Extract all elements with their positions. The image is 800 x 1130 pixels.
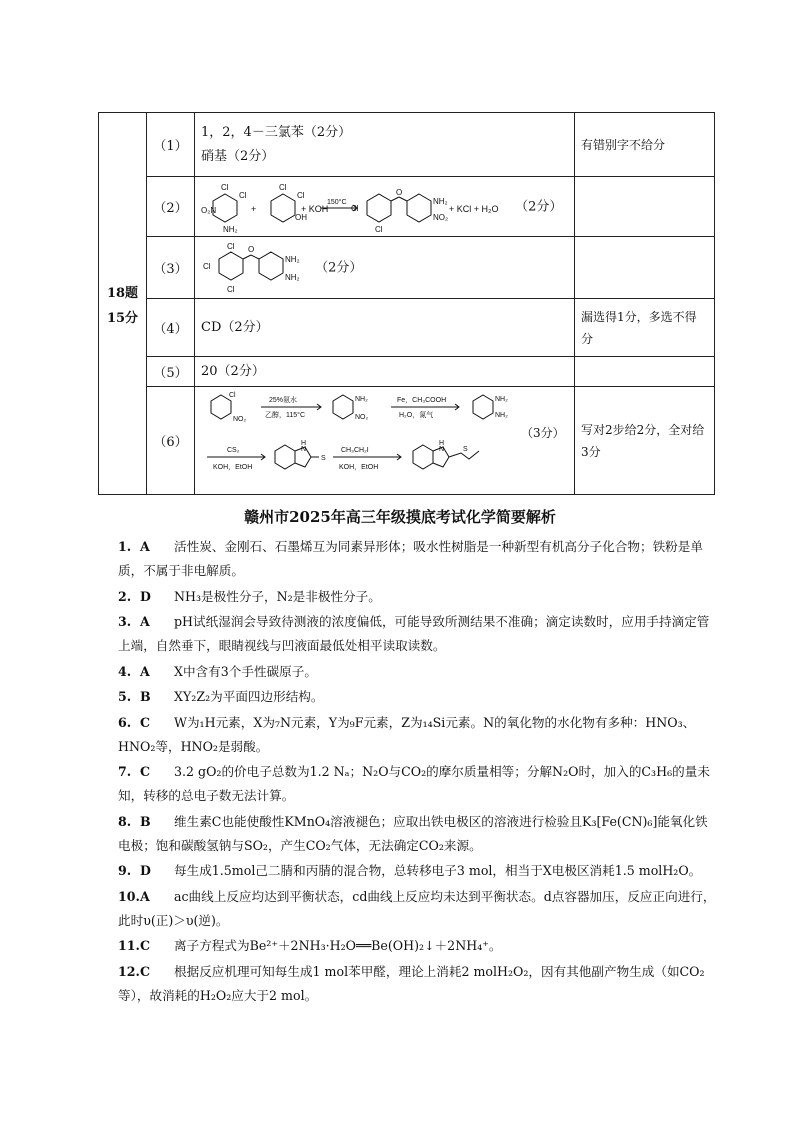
sub-label: （6）: [147, 387, 195, 495]
svg-text:N: N: [301, 445, 307, 453]
answer-line: 20（2分）: [201, 363, 265, 379]
svg-text:Cl: Cl: [239, 190, 247, 200]
note-cell: 漏选得1分，多选不得分: [575, 299, 715, 357]
benzene-ring: [473, 395, 493, 419]
sub-label: （2）: [147, 177, 195, 237]
item-text: 3.2 gO₂的价电子总数为1.2 Nₐ；N₂O与CO₂的摩尔质量相等；分解N₂O时，加入的C₃H₆的量未知，转移的总电子数无法计算。: [118, 764, 710, 803]
svg-text:O: O: [248, 244, 255, 254]
list-item: [118, 585, 718, 609]
list-item: [118, 660, 718, 684]
condition-text: Fe，CH₃COOH: [397, 396, 447, 404]
item-option: C: [140, 963, 151, 979]
list-item: [118, 711, 718, 759]
item-text: 维生素C也能使酸性KMnO₄溶液褪色；应取出铁电极区的溶液进行检验且K₃[Fe(CN)₆]能氧化铁电极；饱和碳酸氢钠与SO₂，产生CO₂气体，无法确定CO₂来源。: [118, 813, 708, 853]
item-text: 离子方程式为Be²⁺＋2NH₃·H₂O══Be(OH)₂↓＋2NH₄⁺。: [174, 938, 502, 953]
item-text: W为₁H元素，X为₇N元素，Y为₉F元素，Z为₁₄Si元素。N的氧化物的水化物有多种：HNO₃、HNO₂等，HNO₂是弱酸。: [118, 714, 696, 754]
item-number: 1.: [118, 539, 132, 554]
svg-text:S: S: [463, 445, 468, 453]
svg-text:Cl: Cl: [375, 224, 383, 234]
benzene-ring: [211, 395, 231, 419]
answer-cell: [195, 357, 575, 387]
list-item: [118, 885, 718, 933]
item-number: 8.: [118, 813, 132, 829]
benzene-ring: [275, 445, 295, 469]
benzene-ring: [213, 194, 237, 222]
svg-text:NH₂: NH₂: [285, 254, 300, 264]
item-text: X中含有3个手性碳原子。: [174, 663, 317, 679]
question-cell: [99, 113, 147, 495]
page-title: 赣州市2025年高三年级摸底考试化学简要解析: [244, 508, 556, 526]
reaction-scheme-2: [201, 180, 511, 234]
note-cell: [575, 177, 715, 237]
note-cell: 写对2步给2分，全对给3分: [575, 387, 715, 495]
answer-line: 硝基（2分）: [201, 148, 275, 164]
svg-text:Cl: Cl: [203, 261, 211, 271]
svg-text:NO₂: NO₂: [355, 413, 369, 421]
list-item: [118, 810, 718, 858]
svg-text:Cl: Cl: [221, 182, 229, 192]
item-option: A: [140, 663, 150, 679]
list-item: [118, 934, 718, 958]
svg-text:NO₂: NO₂: [433, 212, 449, 222]
item-option: C: [140, 938, 151, 953]
answer-score: （2分）: [515, 199, 563, 214]
list-item: [118, 610, 718, 658]
svg-text:Cl: Cl: [351, 203, 359, 213]
svg-text:O₂N: O₂N: [201, 205, 217, 215]
item-option: C: [140, 764, 151, 779]
sub-label: （1）: [147, 113, 195, 177]
item-number: 3.: [118, 614, 132, 629]
benzene-ring: [259, 252, 283, 280]
item-number: 6.: [118, 714, 132, 730]
item-text: ac曲线上反应均达到平衡状态，cd曲线上反应均未达到平衡状态。d点容器加压，反应正向进行，此时υ(正)＞υ(逆)。: [118, 888, 716, 928]
svg-text:Cl: Cl: [227, 241, 235, 251]
svg-text:NH₂: NH₂: [495, 411, 508, 419]
item-text: 根据反应机理可知每生成1 mol苯甲醛，理论上消耗2 molH₂O₂，因有其他副产物生成（如CO₂等），故消耗的H₂O₂应大于2 mol。: [118, 963, 705, 1003]
svg-text:O: O: [396, 187, 403, 197]
svg-text:NH₂: NH₂: [285, 272, 300, 282]
item-option: A: [140, 539, 150, 554]
condition-text: H₂O，氮气: [399, 411, 434, 419]
item-text: XY₂Z₂为平面四边形结构。: [174, 689, 324, 704]
item-text: pH试纸湿润会导致待测液的浓度偏低，可能导致所测结果不准确；滴定读数时，应用手持滴定管上端，自然垂下，眼睛视线与凹液面最低处相平读取读数。: [118, 614, 710, 653]
svg-text:NH₂: NH₂: [433, 196, 448, 206]
svg-text:+: +: [251, 203, 257, 214]
item-number: 9.: [118, 863, 132, 878]
answer-cell: [195, 177, 575, 237]
answer-score: （3分）: [521, 425, 561, 440]
item-number: 2.: [118, 588, 132, 604]
answer-line: CD（2分）: [201, 319, 269, 335]
svg-text:Cl: Cl: [227, 284, 235, 294]
reagent-text: + KOH: [301, 203, 329, 214]
item-number: 12.: [118, 963, 140, 979]
list-item: [118, 960, 718, 1008]
benzene-ring: [219, 252, 243, 280]
condition-text: 25%氨水: [269, 396, 298, 404]
list-item: [118, 859, 718, 883]
svg-text:NO₂: NO₂: [233, 415, 247, 423]
item-option: C: [140, 714, 151, 730]
item-number: 5.: [118, 689, 132, 704]
synthesis-route-6: [201, 389, 561, 489]
grading-table: [98, 112, 715, 495]
answer-cell: [195, 387, 575, 495]
item-number: 11.: [118, 938, 140, 953]
condition-text: KOH，EtOH: [213, 463, 253, 471]
condition-text: KOH，EtOH: [339, 463, 379, 471]
svg-text:Cl: Cl: [229, 391, 236, 399]
condition-text: CS₂: [227, 446, 240, 454]
list-item: [118, 760, 718, 808]
benzene-ring: [407, 194, 431, 222]
list-item: [118, 535, 718, 583]
note-cell: [575, 237, 715, 299]
benzene-ring: [413, 445, 433, 469]
svg-text:Cl: Cl: [279, 182, 287, 192]
benzene-ring: [333, 395, 353, 419]
benzene-ring: [367, 194, 391, 222]
note-cell: [575, 357, 715, 387]
answer-line: 1，2，4－三氯苯（2分）: [201, 124, 352, 140]
answer-cell: [195, 113, 575, 177]
item-option: D: [140, 588, 151, 604]
svg-text:H: H: [439, 439, 445, 447]
item-option: B: [140, 813, 151, 829]
condition-text: 150°C: [327, 198, 347, 206]
svg-text:H: H: [301, 439, 307, 447]
item-text: NH₃是极性分子，N₂是非极性分子。: [174, 588, 381, 604]
question-label: 18题: [106, 285, 139, 301]
item-option: D: [140, 863, 151, 878]
reagent-text: + KCl + H₂O: [449, 203, 499, 214]
sub-label: （5）: [147, 357, 195, 387]
answer-cell: [195, 299, 575, 357]
item-text: 活性炭、金刚石、石墨烯互为同素异形体；吸水性树脂是一种新型有机高分子化合物；铁粉是单质，不属于非电解质。: [118, 539, 703, 578]
sub-label: （4）: [147, 299, 195, 357]
item-number: 4.: [118, 663, 132, 679]
item-number: 7.: [118, 764, 132, 779]
question-score: 15分: [106, 310, 139, 326]
svg-text:NH₂: NH₂: [495, 395, 508, 403]
item-option: A: [140, 614, 150, 629]
condition-text: CH₃CH₂I: [341, 446, 369, 454]
benzene-ring: [271, 194, 295, 222]
explanation-list: [118, 535, 718, 1009]
sub-label: （3）: [147, 237, 195, 299]
answer-score: （2分）: [315, 260, 363, 275]
svg-text:Cl: Cl: [297, 190, 305, 200]
svg-text:N: N: [439, 445, 445, 453]
svg-text:NH₂: NH₂: [355, 395, 368, 403]
condition-text: 乙醇，115°C: [265, 411, 306, 419]
svg-text:NH₂: NH₂: [223, 224, 238, 234]
product-structure-3: [201, 240, 311, 296]
item-text: 每生成1.5mol己二腈和丙腈的混合物，总转移电子3 mol，相当于X电极区消耗1.5 molH₂O。: [174, 863, 702, 878]
item-option: A: [140, 888, 150, 904]
list-item: [118, 685, 718, 709]
note-cell: 有错别字不给分: [575, 113, 715, 177]
svg-text:OH: OH: [295, 212, 307, 222]
item-option: B: [140, 689, 151, 704]
answer-cell: [195, 237, 575, 299]
svg-text:S: S: [321, 454, 326, 462]
item-number: 10.: [118, 888, 140, 904]
